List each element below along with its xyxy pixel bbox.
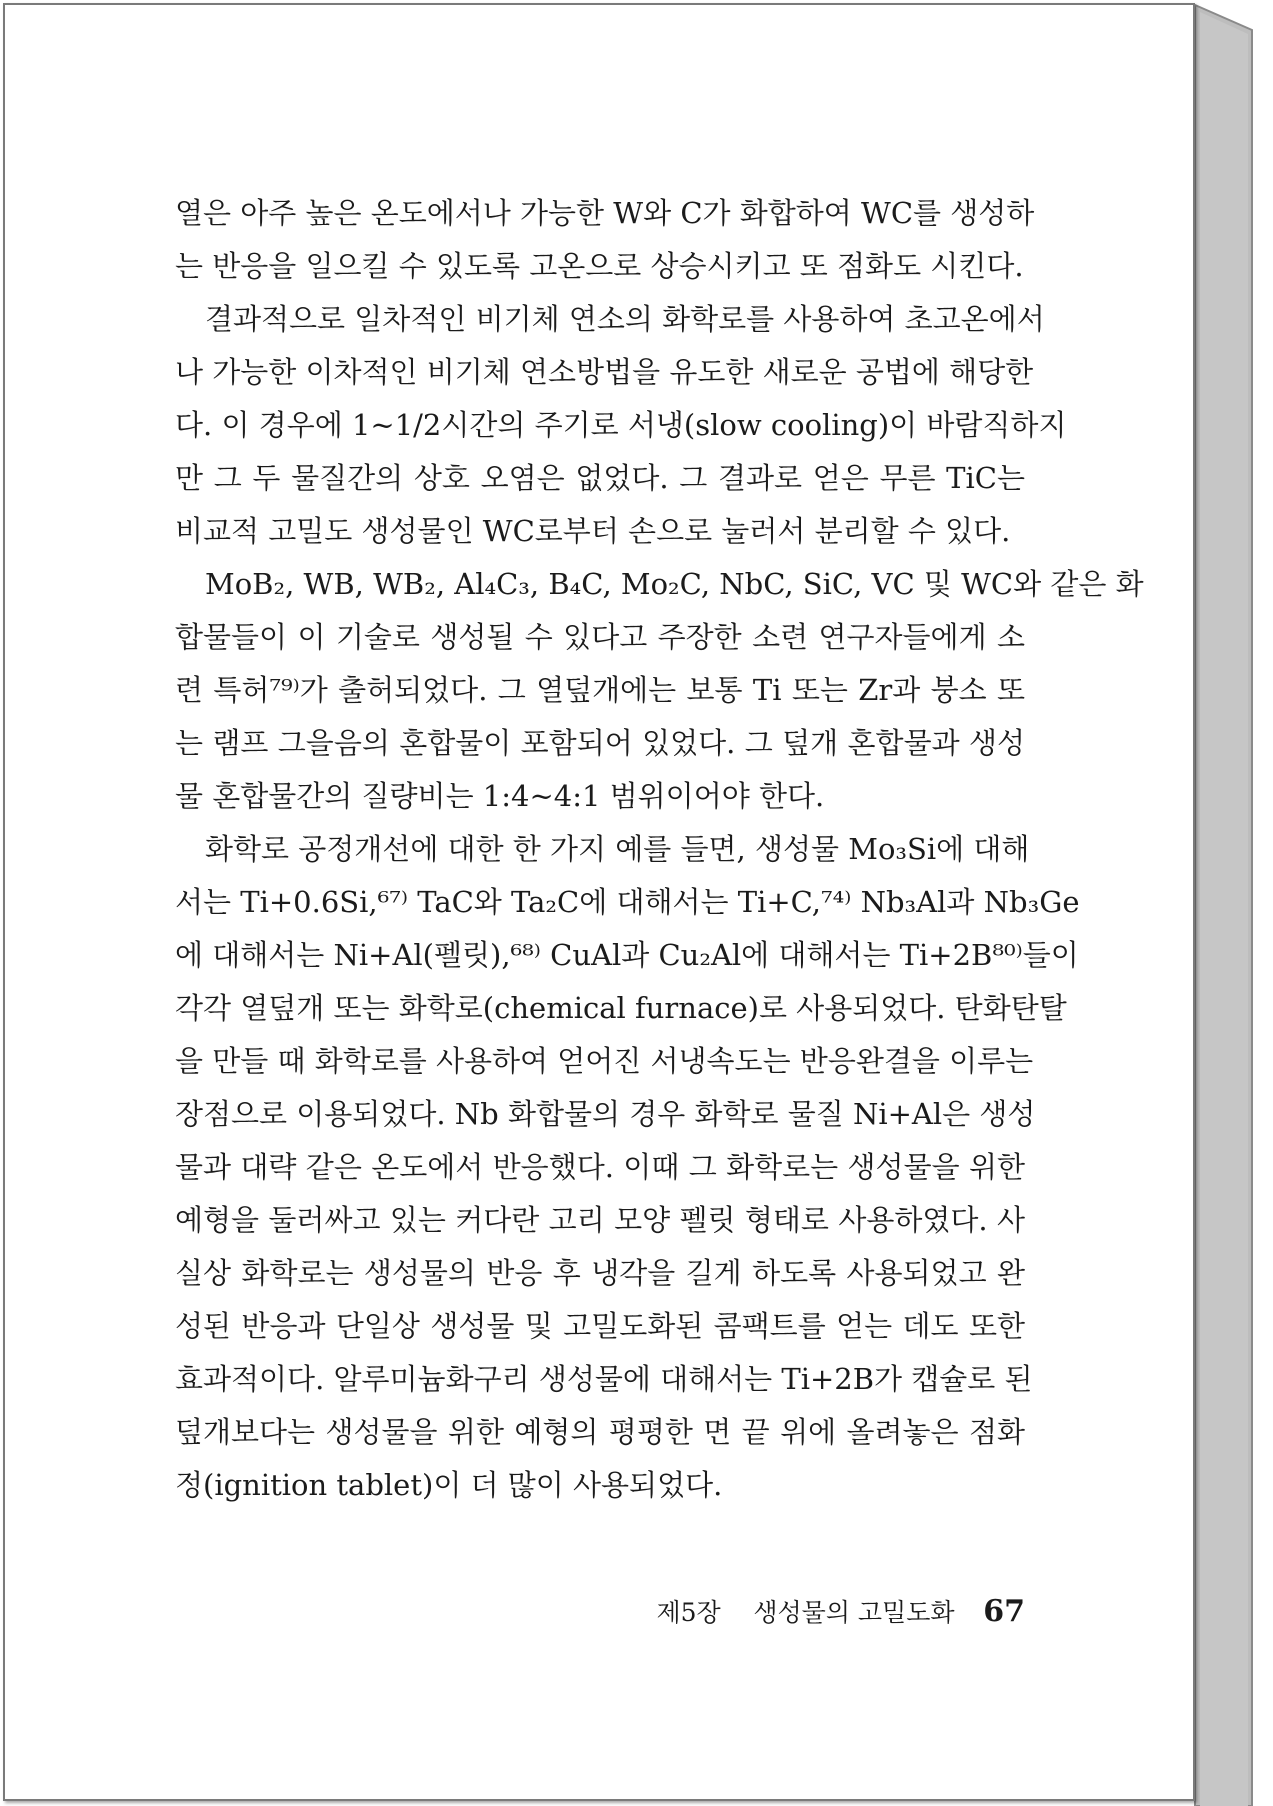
- text-line: 화학로 공정개선에 대한 한 가지 예를 들면, 생성물 Mo₃Si에 대해: [205, 832, 1030, 866]
- text-line: 는 반응을 일으킬 수 있도록 고온으로 상승시키고 또 점화도 시킨다.: [175, 249, 1024, 283]
- body-text: [175, 187, 1144, 1512]
- chapter-label: 제5장: [656, 1598, 721, 1627]
- document-page: [3, 3, 1195, 1801]
- text-line: 열은 아주 높은 온도에서나 가능한 W와 C가 화합하여 WC를 생성하: [175, 196, 1035, 230]
- text-line: 에 대해서는 Ni+Al(펠릿),⁶⁸⁾ CuAl과 Cu₂Al에 대해서는 Ti+2B⁸⁰⁾들이: [175, 938, 1079, 972]
- text-line: 다. 이 경우에 1~1/2시간의 주기로 서냉(slow cooling)이 바람직하지: [175, 408, 1067, 442]
- text-line: 예형을 둘러싸고 있는 커다란 고리 모양 펠릿 형태로 사용하였다. 사: [175, 1203, 1025, 1237]
- text-line: 실상 화학로는 생성물의 반응 후 냉각을 길게 하도록 사용되었고 완: [175, 1256, 1025, 1290]
- text-line: 효과적이다. 알루미늄화구리 생성물에 대해서는 Ti+2B가 캡슐로 된: [175, 1362, 1033, 1396]
- text-line: 을 만들 때 화학로를 사용하여 얻어진 서냉속도는 반응완결을 이루는: [175, 1044, 1034, 1078]
- text-line: 성된 반응과 단일상 생성물 및 고밀도화된 콤팩트를 얻는 데도 또한: [175, 1309, 1025, 1343]
- text-line: 각각 열덮개 또는 화학로(chemical furnace)로 사용되었다. 탄화탄탈: [175, 991, 1067, 1025]
- text-line: 결과적으로 일차적인 비기체 연소의 화학로를 사용하여 초고온에서: [205, 302, 1045, 336]
- text-line: 물 혼합물간의 질량비는 1:4~4:1 범위이어야 한다.: [175, 779, 825, 813]
- chapter-title: 생성물의 고밀도화: [753, 1598, 955, 1627]
- text-line: 합물들이 이 기술로 생성될 수 있다고 주장한 소련 연구자들에게 소: [175, 620, 1025, 654]
- text-line: 덮개보다는 생성물을 위한 예형의 평평한 면 끝 위에 올려놓은 점화: [175, 1415, 1025, 1449]
- text-line: 나 가능한 이차적인 비기체 연소방법을 유도한 새로운 공법에 해당한: [175, 355, 1034, 389]
- text-line: 는 램프 그을음의 혼합물이 포함되어 있었다. 그 덮개 혼합물과 생성: [175, 726, 1025, 760]
- text-line: 비교적 고밀도 생성물인 WC로부터 손으로 눌러서 분리할 수 있다.: [175, 514, 1011, 548]
- text-line: 서는 Ti+0.6Si,⁶⁷⁾ TaC와 Ta₂C에 대해서는 Ti+C,⁷⁴⁾ Nb₃Al과 Nb₃Ge: [175, 885, 1080, 919]
- page-number: 67: [983, 1594, 1025, 1629]
- page-footer: [605, 1593, 1025, 1629]
- text-line: 장점으로 이용되었다. Nb 화합물의 경우 화학로 물질 Ni+Al은 생성: [175, 1097, 1036, 1131]
- text-line: 물과 대략 같은 온도에서 반응했다. 이때 그 화학로는 생성물을 위한: [175, 1150, 1025, 1184]
- text-line: 정(ignition tablet)이 더 많이 사용되었다.: [175, 1468, 723, 1502]
- text-line: MoB₂, WB, WB₂, Al₄C₃, B₄C, Mo₂C, NbC, SiC, VC 및 WC와 같은 화: [205, 567, 1144, 601]
- page-stack-side-shade: [1200, 12, 1248, 1806]
- text-line: 만 그 두 물질간의 상호 오염은 없었다. 그 결과로 얻은 무른 TiC는: [175, 461, 1025, 495]
- text-line: 련 특허⁷⁹⁾가 출허되었다. 그 열덮개에는 보통 Ti 또는 Zr과 붕소 또: [175, 673, 1025, 707]
